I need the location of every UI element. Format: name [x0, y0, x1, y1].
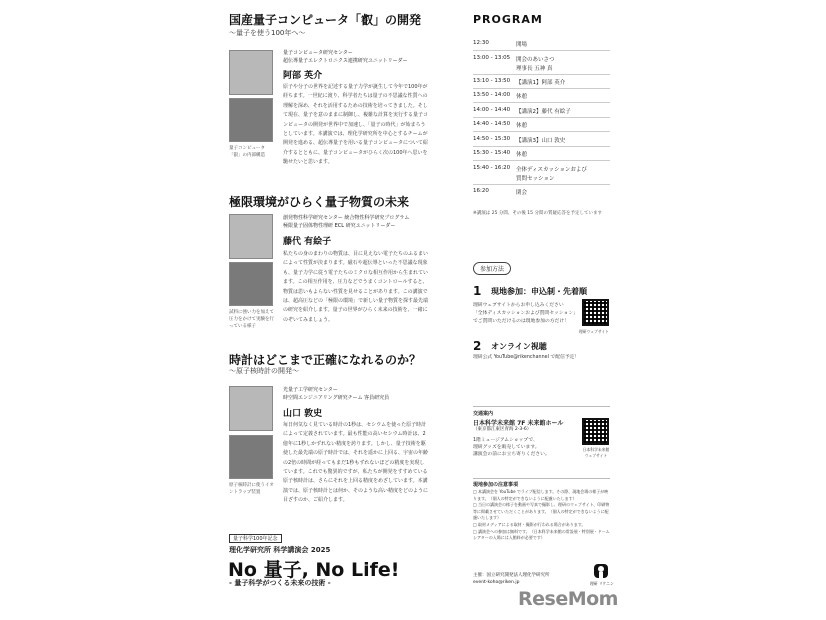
lecture-3-affiliation-2: 時空間エンジニアリング研究チーム 客員研究員: [283, 395, 390, 401]
lecture-1-speaker-photo: [229, 50, 273, 95]
lecture-1-device-photo: [229, 98, 273, 142]
lecture-3-body: 毎日何気なく見ている時計の1秒は、セシウムを使った原子時計によって定義されています。最も性能の高いセシウム時計は、2億年に1秒しかずれない精度を誇ります。しかし、量子技術を駆使した最先端の原子時計では、それを遥かに上回る、宇宙の年齢の2倍の時間が経ってもまだ1秒もずれないほどの精度を実現しています。これでも驚異的ですが、私たちが開発をすすめている原子核時計は、さらにそれを上回る精度をめざしています。本講演では、原子核時計とは何か、そのような高い精度をどのように目ざすのか、ご紹介します。: [283, 422, 429, 504]
step-2-label: オンライン視聴: [491, 342, 547, 351]
divider: [473, 102, 610, 103]
participation-heading: 参加方法: [473, 262, 511, 275]
program-note: ※講演は 25 分間、その後 15 分間の質疑応答を予定しています: [473, 211, 602, 216]
riken-logo-text: [590, 581, 614, 587]
notice-item: □ 講演会への参加は無料です。（日本科学未来館の常設展・特別展・ドームシアターの入場には入館料が必要です）: [473, 528, 610, 541]
footer-sponsor: 主催：国立研究開発法人理化学研究所: [473, 573, 550, 578]
lecture-1-affiliation-2: 超伝導量子エレクトロニクス連携研究ユニットリーダー: [283, 58, 408, 64]
program-time: 15:30 - 15:40: [473, 150, 511, 156]
lecture-3-title: 時計はどこまで正確になれるのか？: [229, 353, 422, 367]
step-1-text-2: 「全体ディスカッションおよび質問セッション」: [473, 311, 578, 316]
riken-logo-reading: リケニン: [598, 581, 614, 586]
divider: [473, 50, 610, 51]
program-label-2: 理事長 五神 真: [516, 66, 553, 72]
access-text-2: 理研グッズを販売しています。: [473, 445, 540, 450]
lecture-3-photo-caption: 原子核時計に使うイオントラップ装置: [229, 483, 274, 495]
notice-item: □ 当日の講演会の様子を動画や写真で撮影し、理研のウェブサイト、印刷物等に掲載させていただくことがあります。（個人の特定ができないように配慮いたします）: [473, 502, 610, 521]
divider: [473, 184, 610, 185]
museum-website-qr-code[interactable]: [582, 418, 609, 445]
step-2-number: 2: [473, 339, 482, 353]
access-text-3: 講演会の前にお立ち寄りください。: [473, 452, 550, 457]
lecture-2-speaker-photo: [229, 214, 273, 259]
lecture-2-photo-caption: 試料に強い力を加えて圧力をかけて実験を行っている様子: [229, 310, 274, 329]
program-time: 15:40 - 16:20: [473, 165, 511, 171]
event-title: No 量子, No Life!: [228, 559, 400, 581]
program-label: 開会のあいさつ: [516, 57, 555, 63]
event-badge: 量子科学100年記念: [229, 534, 282, 543]
notice-item: □ 本講演会を YouTube でライブ配信します。その際、現地会場の様子が映ります。（個人の特定ができないように配慮いたします）: [473, 489, 609, 501]
lecture-2-affiliation-1: 創発物性科学研究センター 統合物性科学研究プログラム: [283, 215, 410, 221]
program-label-2: 質問セッション: [516, 176, 555, 182]
program-label: 全体ディスカッションおよび: [516, 167, 587, 173]
event-subtitle: - 量子科学がつくる未来の技術 -: [229, 579, 331, 587]
lecture-1-subtitle: 〜量子を使う100年へ〜: [229, 29, 306, 37]
lecture-1-speaker-name: 阿部 英介: [283, 71, 323, 81]
lecture-1-photo-caption: 量子コンピュータ「叡」の内部構造: [229, 146, 265, 158]
program-time: 14:40 - 14:50: [473, 121, 511, 127]
program-label: 開場: [516, 42, 528, 48]
program-label: 休憩: [516, 152, 528, 158]
lecture-1-title: 国産量子コンピュータ「叡」の開発: [229, 13, 422, 27]
riken-logo-name: 理研: [590, 581, 598, 586]
program-label: 閉会: [516, 190, 528, 196]
program-label: 【講演3】山口 敦史: [516, 138, 566, 144]
lecture-3-device-photo: [229, 435, 273, 479]
lecture-2-speaker-name: 藤代 有絵子: [283, 237, 332, 247]
step-1-text-3: でご質問いただけるのは現地参加の方だけ！: [473, 319, 569, 324]
lecture-1-affiliation-1: 量子コンピュータ研究センター: [283, 50, 353, 56]
lecture-3-subtitle: 〜原子核時計の開発〜: [229, 367, 299, 375]
divider: [473, 117, 610, 118]
program-time: 16:20: [473, 188, 489, 194]
step-1-text-1: 理研ウェブサイトからお申し込みください: [473, 303, 564, 308]
notices-list: [473, 489, 610, 542]
divider: [473, 160, 610, 161]
program-time: 13:50 - 14:00: [473, 92, 511, 98]
riken-logo-icon: [593, 563, 609, 581]
program-time: 13:00 - 13:05: [473, 55, 511, 61]
lecture-3-speaker-name: 山口 敦史: [283, 409, 323, 419]
program-time: 13:10 - 13:50: [473, 78, 511, 84]
riken-website-qr-code[interactable]: [582, 299, 609, 326]
access-text-1: 1階ミュージアムショップで、: [473, 438, 538, 443]
program-label: 休憩: [516, 94, 528, 100]
step-1-label: 現地参加：申込制・先着順: [491, 287, 587, 296]
program-heading: PROGRAM: [473, 13, 543, 26]
divider: [473, 131, 610, 132]
divider: [473, 478, 610, 479]
lecture-1-body: 原子や分子の世界を記述する量子力学が誕生して今年で100年が経ちます。一世紀に渡り、科学者たちは量子の不思議な性質への理解を深め、それを活用するための技術を培ってきました。そして現在、量子を意のままに制御し、複雑な計算を実行する量子コンピュータの開発が世界中で加速し、「量子の時代」が始まろうとしています。本講演では、理化学研究所を中心とするチームが開発を進める、超伝導量子を用いる量子コンピュータについて紹介するとともに、量子コンピュータがひらく次の100年へ思いを馳せたいと思います。: [283, 84, 429, 166]
footer-email[interactable]: event-koho@riken.jp: [473, 580, 520, 585]
notice-item: □ 取材メディアによる取材・撮影が行われる場合があります。: [473, 521, 586, 527]
program-time: 14:50 - 15:30: [473, 136, 511, 142]
program-time: 14:00 - 14:40: [473, 107, 511, 113]
lecture-3-affiliation-1: 光量子工学研究センター: [283, 387, 338, 393]
lecture-2-body: 私たちの身のまわりの物質は、目に見えない電子たちのふるまいによって性質が決まります。磁石や超伝導といった不思議な現象も、量子力学に従う電子たちのミクロな相互作用から生まれています。この相互作用を、圧力などでうまくコントロールすると、物質は思いもよらない性質を見せることがあります。この講演では、超高圧などの「極限の環境」で新しい量子物質を探す最先端の研究を紹介します。量子の世界がひらく未来の技術を、一緒にのぞいてみましょう。: [283, 251, 429, 323]
divider: [473, 88, 610, 89]
notices-heading: 現地参加の注意事項: [473, 482, 519, 488]
lecture-3-speaker-photo: [229, 386, 273, 431]
access-qr-caption: [580, 447, 612, 459]
step-1-number: 1: [473, 284, 482, 298]
access-heading: 交通案内: [473, 411, 494, 417]
divider: [473, 74, 610, 75]
step-2-text: 理研公式 YouTube@rikenchannel で配信予定！: [473, 355, 580, 360]
step-1-qr-caption: 理研ウェブサイト: [579, 329, 609, 334]
divider: [473, 146, 610, 147]
lecture-2-title: 極限環境がひらく量子物質の未来: [229, 195, 410, 209]
program-time: 12:30: [473, 40, 489, 46]
event-organizer-line: 理化学研究所 科学講演会 2025: [229, 546, 331, 554]
access-qr-caption-2: ウェブサイト: [584, 453, 608, 458]
access-qr-caption-1: 日本科学未来館: [582, 447, 610, 452]
divider: [473, 406, 610, 407]
program-label: 【講演1】阿部 英介: [516, 80, 566, 86]
access-address: （東京都江東区青海 2-3-6）: [473, 427, 532, 432]
access-venue: 日本科学未来館 7F 未来館ホール: [473, 420, 564, 427]
lecture-2-affiliation-2: 極限量子固体物性理研 ECL 研究ユニットリーダー: [283, 223, 396, 229]
program-label: 休憩: [516, 123, 528, 129]
program-label: 【講演2】藤代 有絵子: [516, 109, 571, 115]
lecture-2-experiment-photo: [229, 262, 273, 306]
resemom-watermark: ReseMom: [518, 588, 618, 610]
